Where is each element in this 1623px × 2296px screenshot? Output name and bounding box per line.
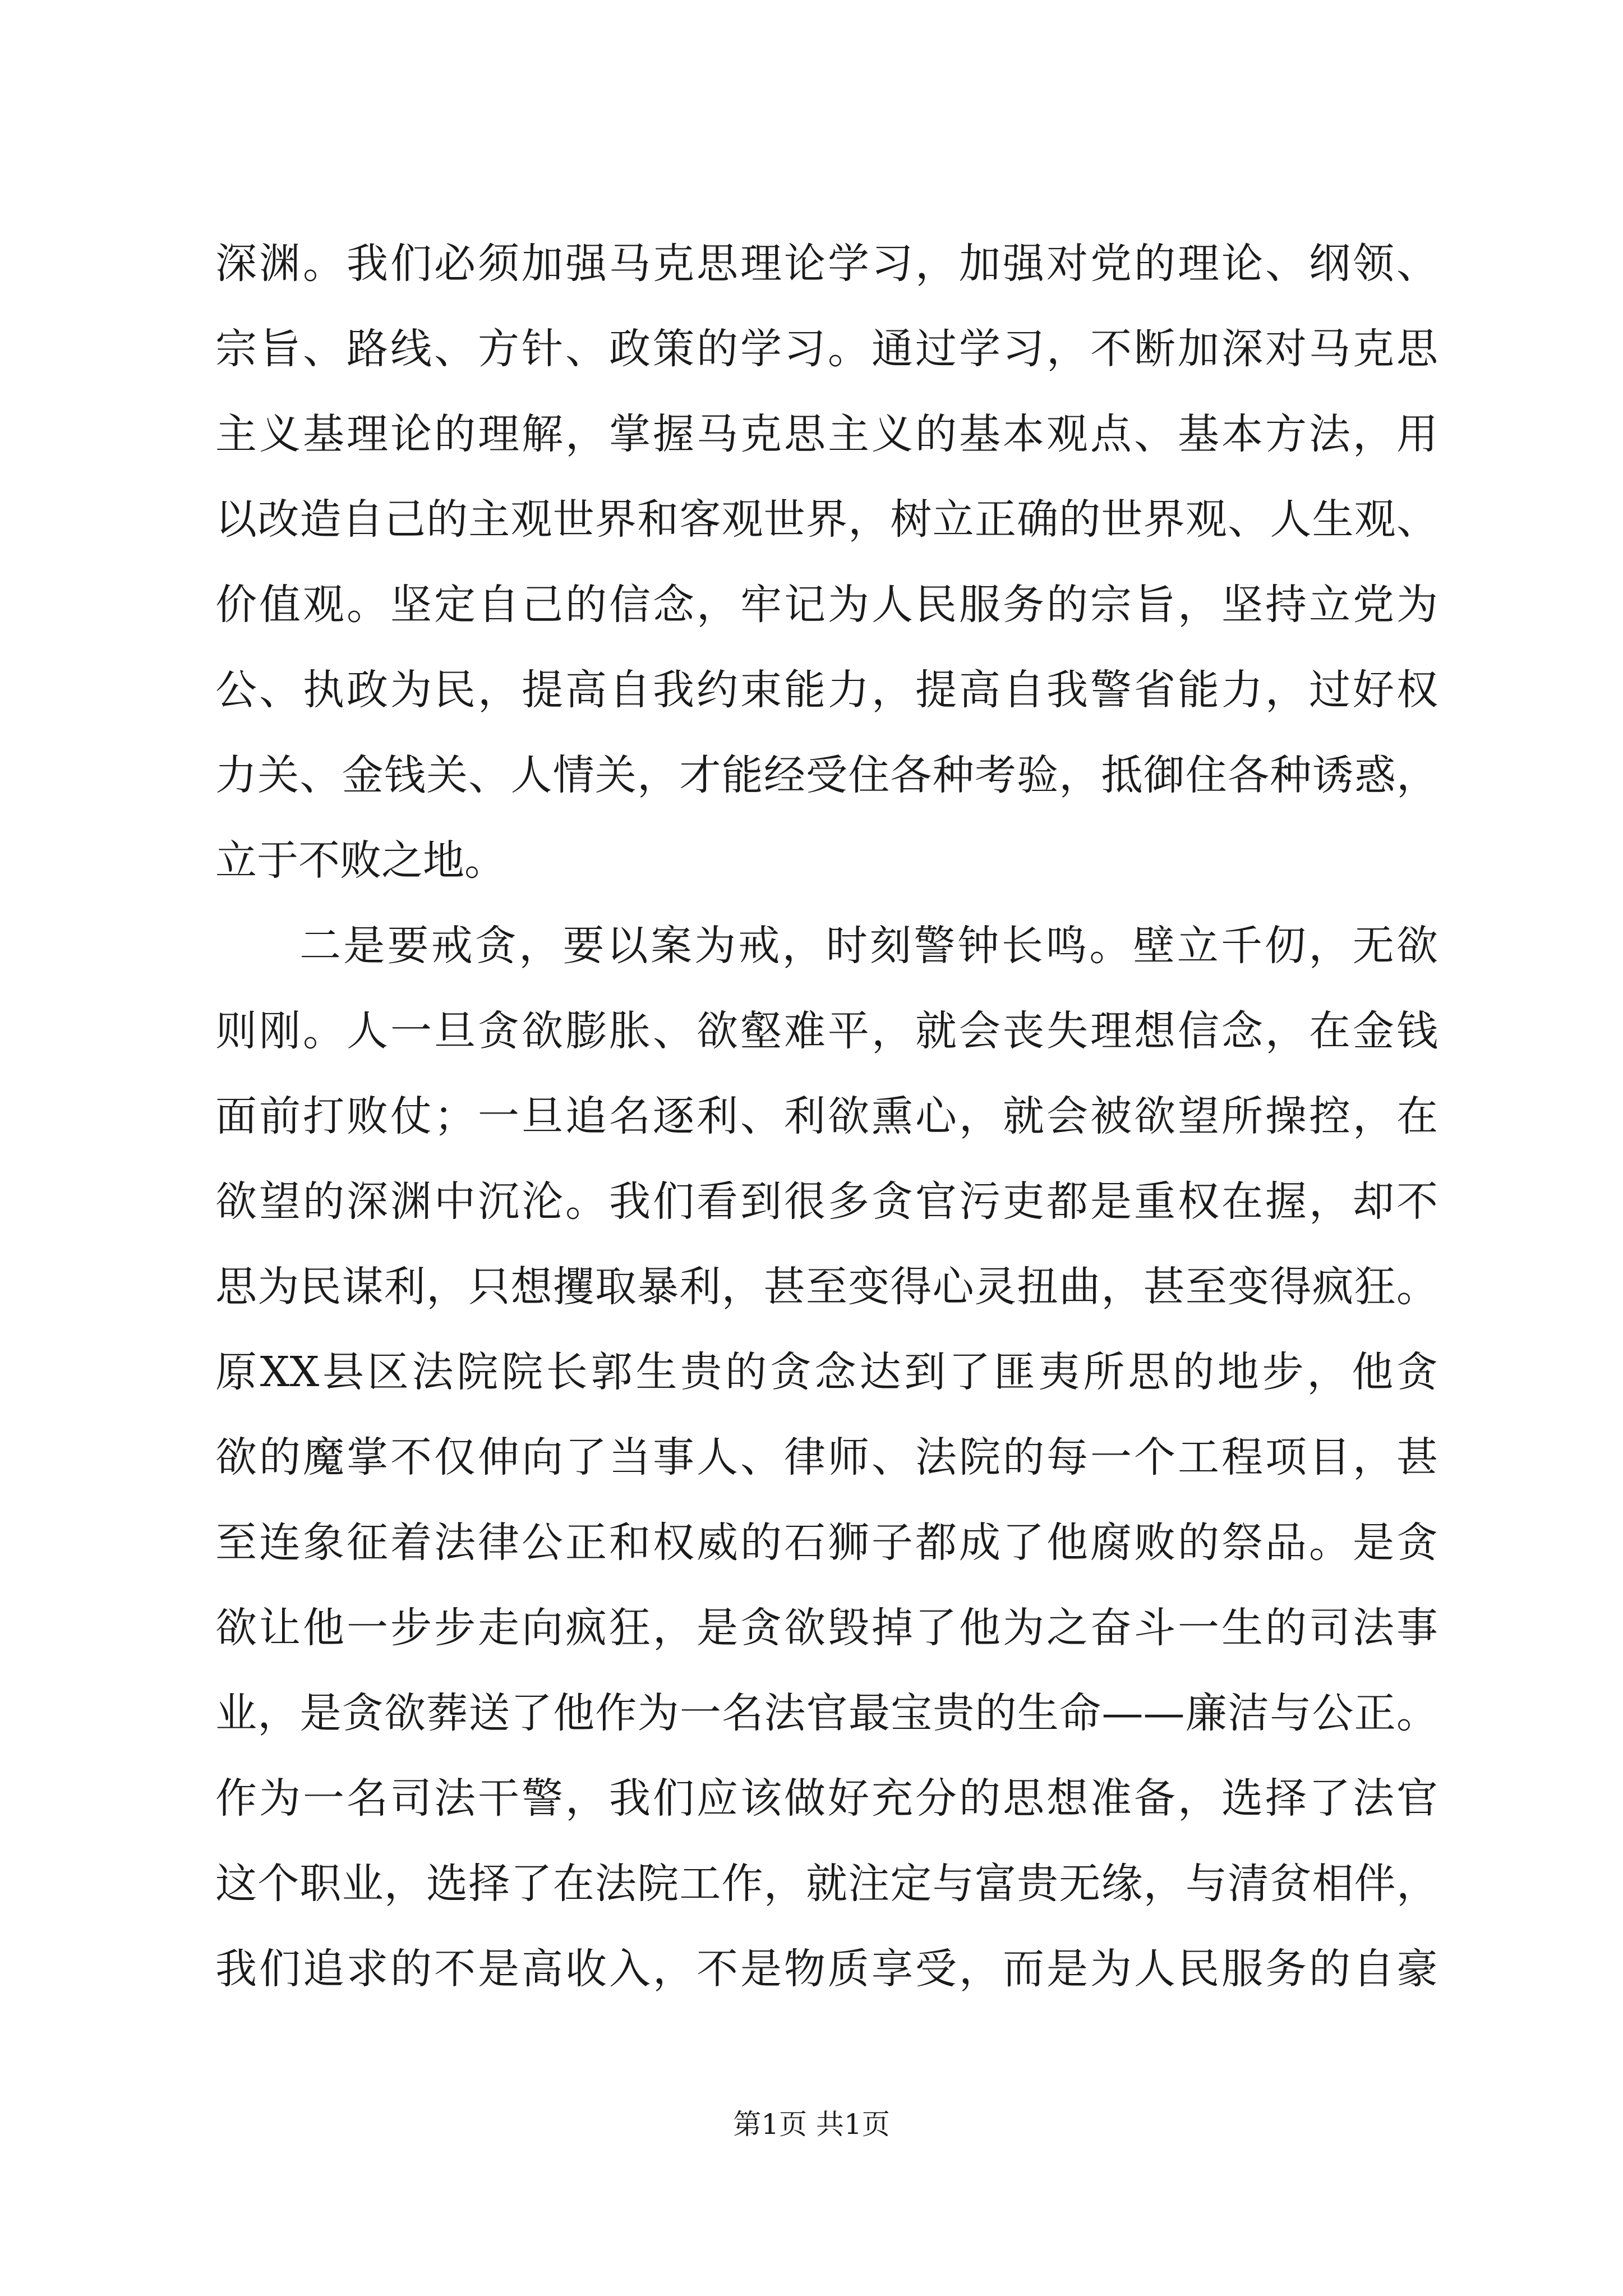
text-line-13: 思为民谋利，只想攫取暴利，甚至变得心灵扭曲，甚至变得疯狂。	[215, 1263, 1438, 1311]
body-text	[215, 221, 1438, 2012]
page-footer	[0, 2105, 1623, 2144]
text-line-16: 至连象征着法律公正和权威的石狮子都成了他腐败的祭品。是贪	[215, 1519, 1438, 1567]
text-line-20: 这个职业，选择了在法院工作，就注定与富贵无缘，与清贫相伴，	[215, 1860, 1438, 1908]
text-line-1: 深渊。我们必须加强马克思理论学习，加强对党的理论、纲领、	[215, 240, 1438, 288]
text-line-12: 欲望的深渊中沉沦。我们看到很多贪官污吏都是重权在握，却不	[215, 1177, 1438, 1226]
text-line-10: 则刚。人一旦贪欲膨胀、欲壑难平，就会丧失理想信念，在金钱	[215, 1007, 1438, 1055]
text-line-18: 业，是贪欲葬送了他作为一名法官最宝贵的生命——廉洁与公正。	[215, 1689, 1438, 1737]
text-line-5: 价值观。坚定自己的信念，牢记为人民服务的宗旨，坚持立党为	[215, 581, 1438, 629]
text-line-19: 作为一名司法干警，我们应该做好充分的思想准备，选择了法官	[215, 1774, 1438, 1823]
text-line-17: 欲让他一步步走向疯狂，是贪欲毁掉了他为之奋斗一生的司法事	[215, 1604, 1438, 1652]
text-line-2: 宗旨、路线、方针、政策的学习。通过学习，不断加深对马克思	[215, 325, 1438, 373]
text-line-8: 立于不败之地。	[215, 836, 506, 885]
text-line-6: 公、执政为民，提高自我约束能力，提高自我警省能力，过好权	[215, 666, 1438, 714]
text-line-9: 二是要戒贪，要以案为戒，时刻警钟长鸣。壁立千仞，无欲	[299, 922, 1438, 970]
text-line-21: 我们追求的不是高收入，不是物质享受，而是为人民服务的自豪	[215, 1945, 1438, 1993]
text-line-15: 欲的魔掌不仅伸向了当事人、律师、法院的每一个工程项目，甚	[215, 1433, 1438, 1481]
text-line-14: 原XX县区法院院长郭生贵的贪念达到了匪夷所思的地步，他贪	[215, 1348, 1438, 1396]
text-line-7: 力关、金钱关、人情关，才能经受住各种考验，抵御住各种诱惑，	[215, 751, 1438, 799]
page-number-label: 第1页 共1页	[733, 2108, 890, 2141]
text-line-4: 以改造自己的主观世界和客观世界，树立正确的世界观、人生观、	[215, 495, 1438, 544]
text-line-3: 主义基理论的理解，掌握马克思主义的基本观点、基本方法，用	[215, 410, 1438, 458]
text-line-11: 面前打败仗；一旦追名逐利、利欲熏心，就会被欲望所操控，在	[215, 1092, 1438, 1140]
